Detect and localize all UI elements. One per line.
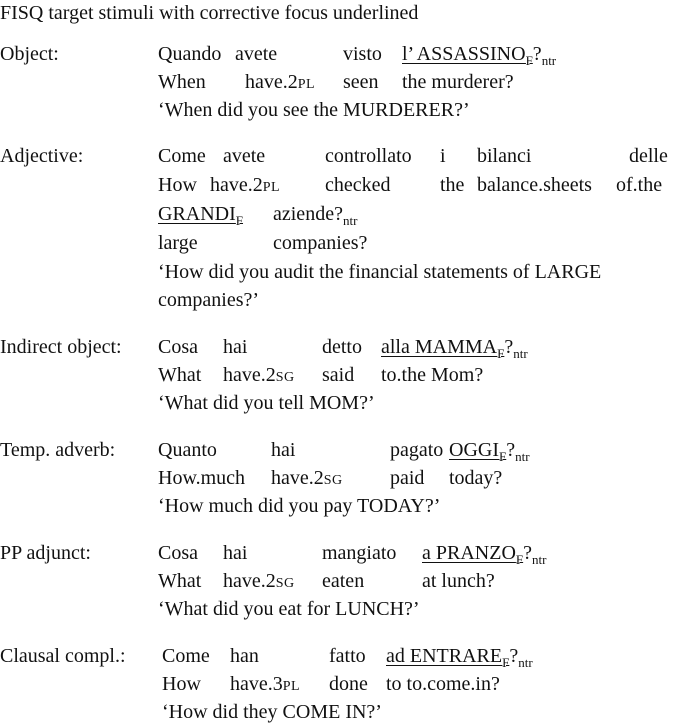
gloss-word: paid	[390, 467, 425, 489]
translation: ‘How much did you pay TODAY?’	[158, 495, 441, 517]
gloss-word: the	[440, 174, 465, 196]
italian-word: mangiato	[322, 542, 397, 564]
gloss-word: balance.sheets	[477, 174, 592, 196]
gloss-word: have.2SG	[271, 467, 343, 489]
italian-word: avete	[223, 145, 266, 167]
translation: ‘How did you audit the financial statements of LARGE	[158, 261, 602, 283]
translation: ‘What did you tell MOM?’	[158, 392, 375, 414]
italian-word: hai	[223, 336, 248, 358]
gloss-word: today?	[449, 467, 503, 489]
gloss-word: at lunch?	[422, 570, 495, 592]
gloss-word: When	[158, 71, 206, 93]
gloss-word: have.2SG	[223, 364, 295, 386]
gloss-word: have.2PL	[245, 71, 316, 93]
focus-phrase: alla $MAMMA_F?_{ntr}$	[381, 336, 528, 361]
gloss-word: have.3PL	[230, 673, 301, 695]
italian-word: Come	[162, 645, 210, 667]
gloss-word: the murderer?	[402, 71, 514, 93]
italian-word: pagato	[390, 439, 444, 461]
translation: ‘When did you see the MURDERER?’	[158, 99, 470, 121]
italian-word: hai	[271, 439, 296, 461]
focus-phrase: a $PRANZO_F?_{ntr}$	[422, 542, 547, 567]
gloss-word: said	[322, 364, 355, 386]
section-label: Adjective:	[0, 145, 84, 167]
gloss-word: What	[158, 364, 202, 386]
gloss-word: eaten	[322, 570, 365, 592]
focus-phrase: $OGGI_F?_{ntr}$	[449, 439, 530, 464]
gloss-word: to.the Mom?	[381, 364, 484, 386]
italian-word: delle	[629, 145, 668, 167]
italian-word: Quando	[158, 43, 222, 65]
gloss-word: checked	[325, 174, 391, 196]
italian-word: controllato	[325, 145, 412, 167]
translation-continued: companies?’	[158, 289, 260, 311]
gloss-word: How	[162, 673, 201, 695]
italian-word: visto	[343, 43, 382, 65]
italian-word: avete	[235, 43, 278, 65]
section-label: Clausal compl.:	[0, 645, 126, 667]
italian-word: detto	[322, 336, 362, 358]
focus-phrase: ad $ENTRARE_F?_{ntr}$	[386, 645, 533, 670]
italian-word: fatto	[329, 645, 366, 667]
section-label: Indirect object:	[0, 336, 122, 358]
gloss-word: How.much	[158, 467, 246, 489]
gloss-word: seen	[343, 71, 379, 93]
translation: ‘What did you eat for LUNCH?’	[158, 598, 420, 620]
gloss-word: have.2PL	[210, 174, 281, 196]
gloss-word: done	[329, 673, 368, 695]
gloss-word: to to.come.in?	[386, 673, 500, 695]
italian-word: Quanto	[158, 439, 217, 461]
focus-phrase: l’ $ASSASSINO_F?_{ntr}$	[402, 43, 557, 68]
focus-phrase: $GRANDI_F$	[158, 203, 244, 228]
gloss-word: What	[158, 570, 202, 592]
italian-word: Cosa	[158, 336, 198, 358]
gloss-word: How	[158, 174, 197, 196]
italian-word: Cosa	[158, 542, 198, 564]
gloss-word: have.2SG	[223, 570, 295, 592]
gloss-word: of.the	[616, 174, 663, 196]
gloss-word: large	[158, 232, 198, 254]
italian-word: Come	[158, 145, 206, 167]
section-label: Object:	[0, 43, 59, 65]
section-label: Temp. adverb:	[0, 439, 116, 461]
caption-title: FISQ target stimuli with corrective focus underlined	[0, 2, 419, 24]
italian-word: i	[440, 145, 446, 167]
translation: ‘How did they COME IN?’	[162, 701, 382, 723]
gloss-word: companies?	[273, 232, 368, 254]
italian-word: $aziende?_{ntr}$	[273, 203, 358, 228]
italian-word: hai	[223, 542, 248, 564]
italian-word: han	[230, 645, 259, 667]
section-label: PP adjunct:	[0, 542, 91, 564]
italian-word: bilanci	[477, 145, 532, 167]
